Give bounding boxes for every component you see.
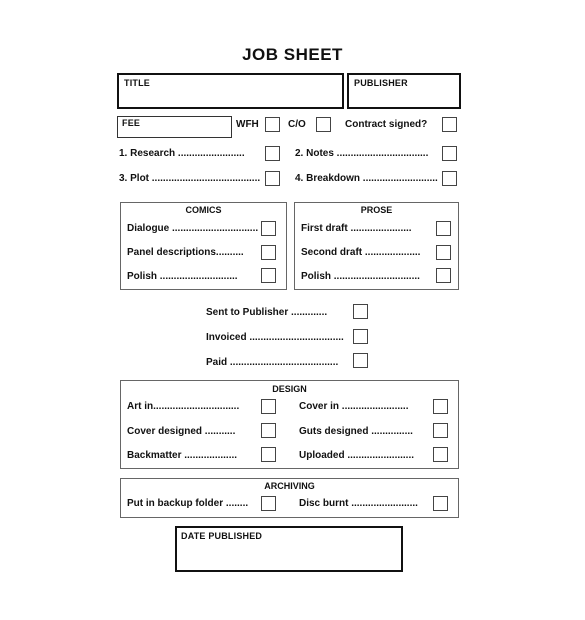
fee-field[interactable] bbox=[117, 116, 232, 138]
comics-polish-label: Polish ............................ bbox=[127, 271, 238, 282]
prose-polish-label: Polish ............................... bbox=[301, 271, 420, 282]
breakdown-label: 4. Breakdown ........................... bbox=[295, 173, 438, 184]
invoiced-checkbox[interactable] bbox=[353, 329, 368, 344]
dialogue-checkbox[interactable] bbox=[261, 221, 276, 236]
paid-label: Paid ....................................... bbox=[206, 357, 339, 368]
plot-label: 3. Plot ....................................... bbox=[119, 173, 261, 184]
co-label: C/O bbox=[288, 119, 306, 130]
backmatter-label: Backmatter ................... bbox=[127, 450, 238, 461]
art-in-checkbox[interactable] bbox=[261, 399, 276, 414]
art-in-label: Art in............................... bbox=[127, 401, 240, 412]
paid-checkbox[interactable] bbox=[353, 353, 368, 368]
notes-checkbox[interactable] bbox=[442, 146, 457, 161]
sent-to-publisher-checkbox[interactable] bbox=[353, 304, 368, 319]
prose-header: PROSE bbox=[360, 205, 393, 215]
wfh-label: WFH bbox=[236, 119, 259, 130]
invoiced-label: Invoiced .................................. bbox=[206, 332, 344, 343]
uploaded-label: Uploaded ........................ bbox=[299, 450, 415, 461]
publisher-field[interactable] bbox=[347, 73, 461, 109]
comics-polish-checkbox[interactable] bbox=[261, 268, 276, 283]
co-checkbox[interactable] bbox=[316, 117, 331, 132]
guts-designed-checkbox[interactable] bbox=[433, 423, 448, 438]
breakdown-checkbox[interactable] bbox=[442, 171, 457, 186]
plot-checkbox[interactable] bbox=[265, 171, 280, 186]
backmatter-checkbox[interactable] bbox=[261, 447, 276, 462]
panel-descriptions-label: Panel descriptions.......... bbox=[127, 247, 244, 258]
fee-label: FEE bbox=[122, 118, 141, 128]
title-field[interactable] bbox=[117, 73, 344, 109]
first-draft-checkbox[interactable] bbox=[436, 221, 451, 236]
comics-header: COMICS bbox=[185, 205, 222, 215]
dialogue-label: Dialogue ............................... bbox=[127, 223, 259, 234]
prose-polish-checkbox[interactable] bbox=[436, 268, 451, 283]
title-label: TITLE bbox=[124, 78, 150, 88]
design-section bbox=[120, 380, 459, 469]
date-published-label: DATE PUBLISHED bbox=[181, 531, 263, 541]
disc-burnt-label: Disc burnt ........................ bbox=[299, 498, 418, 509]
research-label: 1. Research ........................ bbox=[119, 148, 245, 159]
page-title: JOB SHEET bbox=[242, 45, 343, 64]
backup-folder-label: Put in backup folder ........ bbox=[127, 498, 249, 509]
contract-checkbox[interactable] bbox=[442, 117, 457, 132]
second-draft-label: Second draft .................... bbox=[301, 247, 421, 258]
archiving-section bbox=[120, 478, 459, 518]
publisher-label: PUBLISHER bbox=[354, 78, 408, 88]
disc-burnt-checkbox[interactable] bbox=[433, 496, 448, 511]
guts-designed-label: Guts designed ............... bbox=[299, 426, 413, 437]
cover-in-label: Cover in ........................ bbox=[299, 401, 409, 412]
research-checkbox[interactable] bbox=[265, 146, 280, 161]
backup-folder-checkbox[interactable] bbox=[261, 496, 276, 511]
first-draft-label: First draft ...................... bbox=[301, 223, 412, 234]
contract-label: Contract signed? bbox=[345, 119, 428, 130]
uploaded-checkbox[interactable] bbox=[433, 447, 448, 462]
cover-designed-label: Cover designed ........... bbox=[127, 426, 236, 437]
wfh-checkbox[interactable] bbox=[265, 117, 280, 132]
archiving-header: ARCHIVING bbox=[264, 481, 315, 491]
cover-designed-checkbox[interactable] bbox=[261, 423, 276, 438]
panel-descriptions-checkbox[interactable] bbox=[261, 245, 276, 260]
sent-to-publisher-label: Sent to Publisher ............. bbox=[206, 307, 328, 318]
notes-label: 2. Notes ................................. bbox=[295, 148, 429, 159]
second-draft-checkbox[interactable] bbox=[436, 245, 451, 260]
design-header: DESIGN bbox=[272, 384, 307, 394]
date-published-field[interactable] bbox=[175, 526, 403, 572]
prose-section bbox=[294, 202, 459, 290]
cover-in-checkbox[interactable] bbox=[433, 399, 448, 414]
comics-section bbox=[120, 202, 287, 290]
